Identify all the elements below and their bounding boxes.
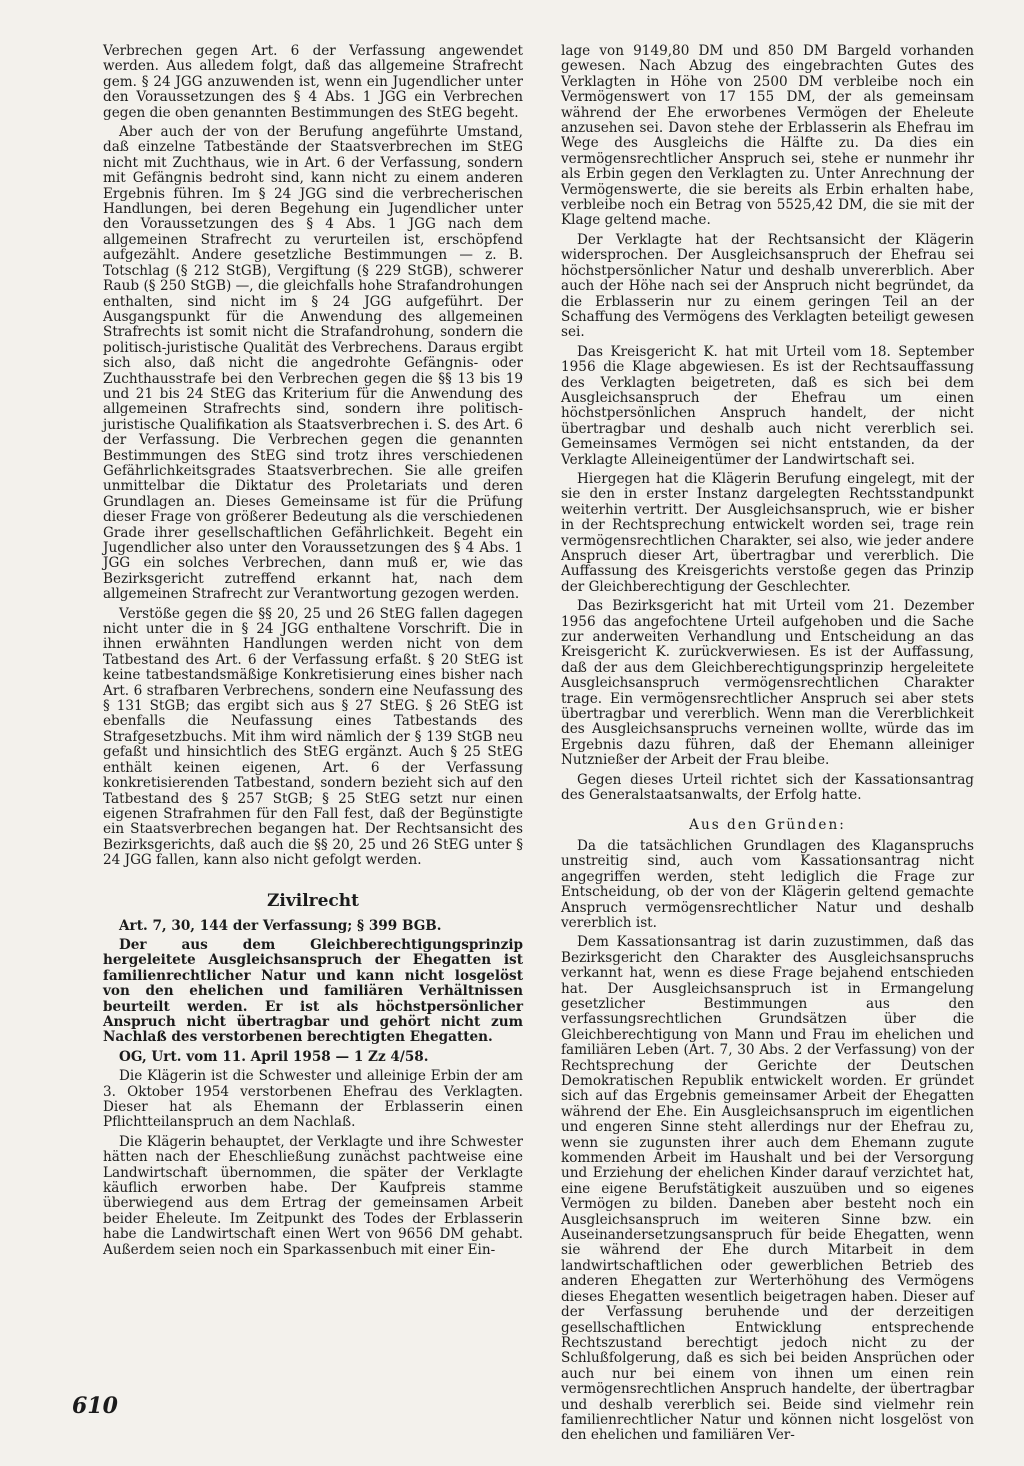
subheading: Aus den Gründen: bbox=[689, 816, 846, 833]
paragraph: Verstöße gegen die §§ 20, 25 und 26 StEG fallen dagegen nicht unter die in § 24 JGG enthaltene Vorschrift. Die in ihnen erwähnten Handlungen werden nicht von dem Tatbestand des Art. 6 der Verfassung erfaßt. § 20 StEG ist keine tatbestandsmäßige Konkretisierung eines bisher nach Art. 6 strafbaren Verbrechens, sondern eine Neufassung des § 131 StGB; das ergibt sich aus § 27 StEG. § 26 StEG ist ebenfalls die Neufassung eines Tatbestands des Strafgesetzbuchs. Mit ihm wird nämlich der § 139 StGB neu gefaßt und hinsichtlich des StEG ergänzt. Auch § 25 StEG enthält keinen eigenen, Art. 6 der Verfassung konkretisierenden Tatbestand, sondern bezieht sich auf den Tatbestand des § 257 StGB; § 25 StEG setzt nur einen eigenen Strafrahmen für den Fall fest, daß der Begünstigte ein Staatsverbrechen begangen hat. Der Rechtsansicht des Bezirksgerichts, daß auch die §§ 20, 25 und 26 StEG unter § 24 JGG fallen, kann also nicht gefolgt werden. bbox=[103, 605, 523, 869]
right-column bbox=[561, 44, 974, 1444]
left-column bbox=[103, 44, 523, 1258]
page-number: 610 bbox=[72, 1393, 118, 1419]
paragraph: Hiergegen hat die Klägerin Berufung eingelegt, mit der sie den in erster Instanz dargelegten Rechtsstandpunkt weiterhin vertritt. Der Ausgleichsanspruch, wie er bisher in der Rechtsprechung entwickelt worden sei, trage rein vermögensrechtlichen Charakter, sei also, wie jeder andere Anspruch dieser Art, übertragbar und vererblich. Die Auffassung des Kreisgerichts verstoße gegen das Prinzip der Gleichberechtigung der Geschlechter. bbox=[561, 470, 974, 595]
paragraph: Gegen dieses Urteil richtet sich der Kassationsantrag des Generalstaatsanwalts, der Erfolg hatte. bbox=[561, 771, 974, 804]
paragraph: Da die tatsächlichen Grundlagen des Klaganspruchs unstreitig sind, auch vom Kassationsantrag nicht angegriffen werden, steht lediglich die Frage zur Entscheidung, ob der von der Klägerin geltend gemachte Anspruch vermögensrechtlicher Natur und deshalb vererblich ist. bbox=[561, 837, 974, 931]
headnote: Der aus dem Gleichberechtigungsprinzip hergeleitete Ausgleichsanspruch der Ehegatten ist familienrechtlicher Natur und kann nicht losgelöst von den ehelichen und familiären Verhältnissen beurteilt werden. Er ist als höchstpersönlicher Anspruch nicht übertragbar und gehört nicht zum Nachlaß des verstorbenen berechtigten Ehegatten. bbox=[103, 936, 523, 1046]
paragraph: Das Bezirksgericht hat mit Urteil vom 21. Dezember 1956 das angefochtene Urteil aufgehoben und die Sache zur anderweiten Verhandlung und Entscheidung an das Kreisgericht K. zurückverwiesen. Es ist der Auffassung, daß der aus dem Gleichberechtigungsprinzip hergeleitete Ausgleichsanspruch vermögensrechtlichen Charakter trage. Ein vermögensrechtlicher Anspruch sei aber stets übertragbar und vererblich. Wenn man die Vererblichkeit des Ausgleichsanspruchs verneinen wollte, würde das im Ergebnis dazu führen, daß der Ehemann alleiniger Nutznießer der Arbeit der Frau bleibe. bbox=[561, 598, 974, 769]
paragraph: Der Verklagte hat der Rechtsansicht der Klägerin widersprochen. Der Ausgleichsanspruch der Ehefrau sei höchstpersönlicher Natur und deshalb unvererblich. Aber auch der Höhe nach sei der Anspruch nicht begründet, da die Erblasserin nur zu einem geringen Teil an der Schaffung des Vermögens des Verklagten beteiligt gewesen sei. bbox=[561, 231, 974, 341]
paragraph: Dem Kassationsantrag ist darin zuzustimmen, daß das Bezirksgericht den Charakter des Ausgleichsanspruchs verkannt hat, wenn es diese Frage bejahend entschieden hat. Der Ausgleichsanspruch ist in Ermangelung gesetzlicher Bestimmungen aus den verfassungsrechtlichen Grundsätzen über die Gleichberechtigung von Mann und Frau im ehelichen und familiären Leben (Art. 7, 30 Abs. 2 der Verfassung) von der Rechtsprechung der Gerichte der Deutschen Demokratischen Republik entwickelt worden. Er gründet sich auf das Ergebnis gemeinsamer Arbeit der Ehegatten während der Ehe. Ein Ausgleichsanspruch im eigentlichen und engeren Sinne steht allerdings nur der Ehefrau zu, wenn sie zugunsten ihrer auch dem Ehemann zugute kommenden Arbeit im Haushalt und bei der Versorgung und Erziehung der ehelichen Kinder darauf verzichtet hat, eine eigene Berufstätigkeit auszuüben und so eigenes Vermögen zu bilden. Daneben aber besteht noch ein Ausgleichsanspruch im weiteren Sinne bzw. ein Auseinandersetzungsanspruch für beide Ehegatten, wenn sie während der Ehe durch Mitarbeit in dem landwirtschaftlichen oder gewerblichen Betrieb des anderen Ehegatten zur Werterhöhung des Vermögens dieses Ehegatten wesentlich beigetragen haben. Dieser auf der Verfassung beruhende und der derzeitigen gesellschaftlichen Entwicklung entsprechende Rechtszustand berechtigt jedoch nicht zu der Schlußfolgerung, daß es sich bei beiden Ansprüchen oder auch nur bei einem von ihnen um einen rein vermögensrechtlichen Anspruch handelte, der übertragbar und deshalb vererblich sei. Beide sind vielmehr rein familienrechtlicher Natur und können nicht losgelöst von den ehelichen und familiären Ver- bbox=[561, 934, 974, 1444]
decision-reference: OG, Urt. vom 11. April 1958 — 1 Zz 4/58. bbox=[119, 1048, 429, 1065]
paragraph: Aber auch der von der Berufung angeführte Umstand, daß einzelne Tatbestände der Staatsverbrechen im StEG nicht mit Zuchthaus, wie in Art. 6 der Verfassung, sondern mit Gefängnis bedroht sind, kann nicht zu einem anderen Ergebnis führen. Im § 24 JGG sind die verbrecherischen Handlungen, bei deren Begehung ein Jugendlicher unter den Voraussetzungen des § 4 Abs. 1 JGG nach dem allgemeinen Strafrecht zu verurteilen ist, erschöpfend aufgezählt. Andere gesetzliche Bestimmungen — z. B. Totschlag (§ 212 StGB), Vergiftung (§ 229 StGB), schwerer Raub (§ 250 StGB) —, die gleichfalls hohe Strafandrohungen enthalten, sind nicht im § 24 JGG aufgeführt. Der Ausgangspunkt für die Anwendung des allgemeinen Strafrechts ist somit nicht die Strafandrohung, sondern die politisch-juristische Qualität des Verbrechens. Daraus ergibt sich also, daß nicht die angedrohte Gefängnis- oder Zuchthausstrafe bei den Verbrechen gegen die §§ 13 bis 19 und 21 bis 24 StEG das Kriterium für die Anwendung des allgemeinen Strafrechts sind, sondern ihre politisch-juristische Qualifikation als Staatsverbrechen i. S. des Art. 6 der Verfassung. Die Verbrechen gegen die genannten Bestimmungen des StEG sind trotz ihres verschiedenen Gefährlichkeitsgrades Staatsverbrechen. Sie alle greifen unmittelbar die Diktatur des Proletariats und deren Grundlagen an. Dieses Gemeinsame ist für die Prüfung dieser Frage von größerer Bedeutung als die verschiedenen Grade ihrer gesellschaftlichen Gefährlichkeit. Begeht ein Jugendlicher also unter den Voraussetzungen des § 4 Abs. 1 JGG ein solches Verbrechen, dann muß er, wie das Bezirksgericht zutreffend erkannt hat, nach dem allgemeinen Strafrecht zur Verantwortung gezogen werden. bbox=[103, 124, 523, 603]
paragraph: Die Klägerin behauptet, der Verklagte und ihre Schwester hätten nach der Eheschließung zunächst pachtweise eine Landwirtschaft übernommen, die später der Verklagte käuflich erworben habe. Der Kaufpreis stamme überwiegend aus dem Ertrag der gemeinsamen Arbeit beider Eheleute. Im Zeitpunkt des Todes der Erblasserin habe die Landwirtschaft einen Wert von 9656 DM gehabt. Außerdem seien noch ein Sparkassenbuch mit einer Ein- bbox=[103, 1133, 523, 1258]
section-title: Zivilrecht bbox=[267, 890, 359, 911]
paragraph: Die Klägerin ist die Schwester und alleinige Erbin der am 3. Oktober 1954 verstorbenen Ehefrau des Verklagten. Dieser hat als Ehemann der Erblasserin einen Pflichtteilanspruch an dem Nachlaß. bbox=[103, 1068, 523, 1131]
paragraph: lage von 9149,80 DM und 850 DM Bargeld vorhanden gewesen. Nach Abzug des eingebrachten Gutes des Verklagten in Höhe von 2500 DM verbleibe noch ein Vermögenswert von 17 155 DM, der als gemeinsam während der Ehe erworbenes Vermögen der Eheleute anzusehen sei. Davon stehe der Erblasserin als Ehefrau im Wege des Ausgleichs die Hälfte zu. Da dies ein vermögensrechtlicher Anspruch sei, stehe er nunmehr ihr als Erbin gegen den Verklagten zu. Unter Anrechnung der Vermögenswerte, die sie bereits als Erbin erhalten habe, verbleibe noch ein Betrag von 5525,42 DM, die sie mit der Klage geltend mache. bbox=[561, 43, 974, 229]
paragraph: Das Kreisgericht K. hat mit Urteil vom 18. September 1956 die Klage abgewiesen. Es ist der Rechtsauffassung des Verklagten beigetreten, daß es sich bei dem Ausgleichsanspruch der Ehefrau um einen höchstpersönlichen Anspruch handelt, der nicht übertragbar und deshalb auch nicht vererblich sei. Gemeinsames Vermögen sei nicht entstanden, da der Verklagte Alleineigentümer der Landwirtschaft sei. bbox=[561, 343, 974, 468]
paragraph: Verbrechen gegen Art. 6 der Verfassung angewendet werden. Aus alledem folgt, daß das allgemeine Strafrecht gem. § 24 JGG anzuwenden ist, wenn ein Jugendlicher unter den Voraussetzungen des § 4 Abs. 1 JGG ein Verbrechen gegen die oben genannten Bestimmungen des StEG begeht. bbox=[103, 43, 523, 121]
law-reference: Art. 7, 30, 144 der Verfassung; § 399 BGB. bbox=[119, 917, 442, 934]
